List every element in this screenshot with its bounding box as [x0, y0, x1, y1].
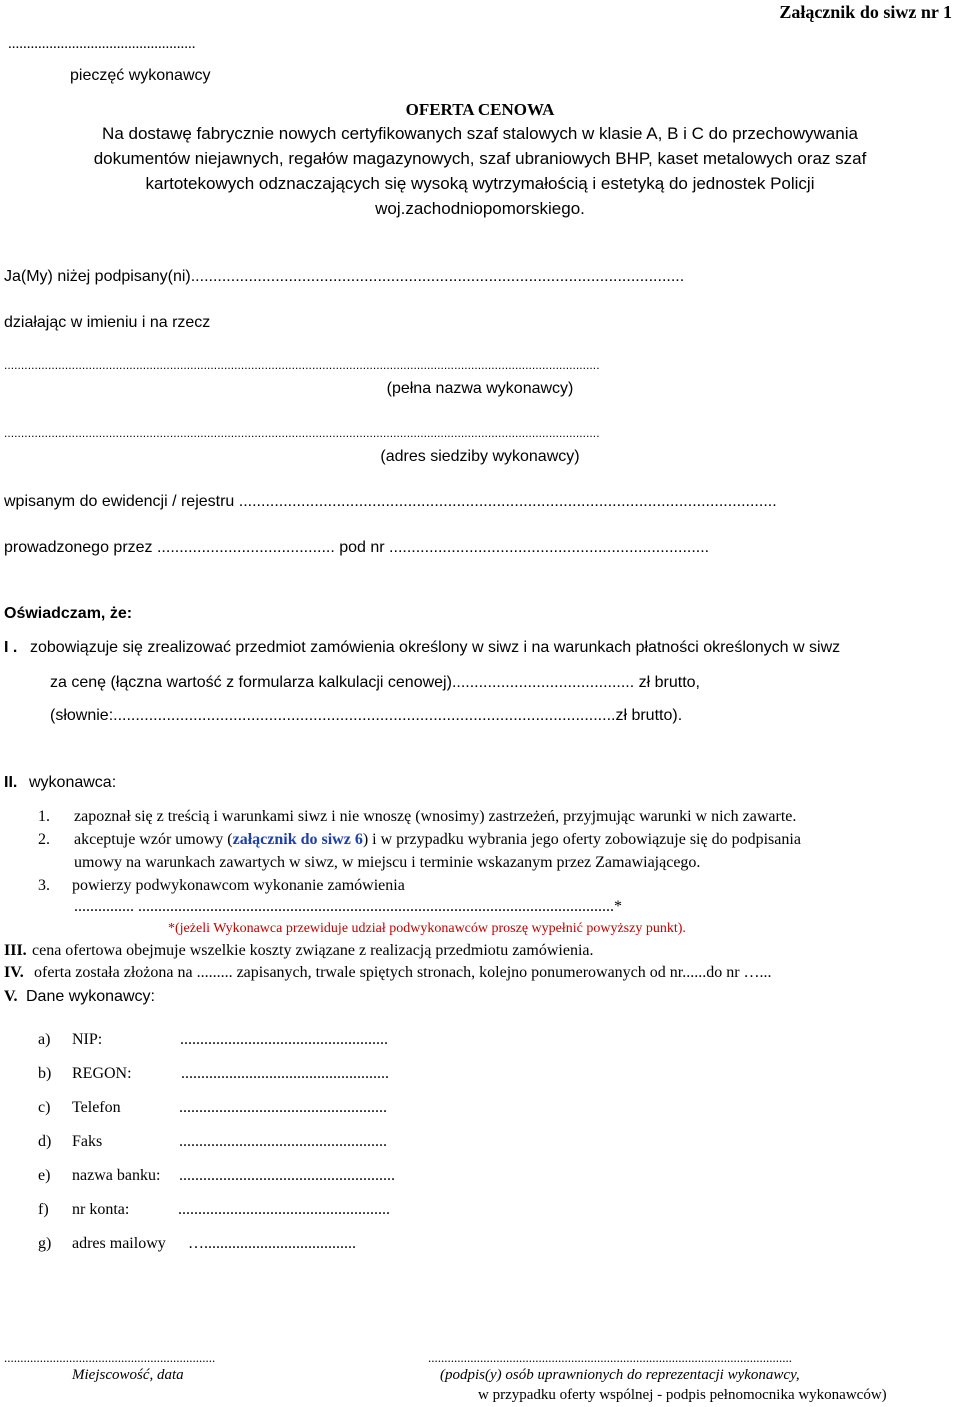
- fax-label: Faks: [72, 1133, 103, 1150]
- regon-label: REGON:: [72, 1065, 132, 1082]
- signature-label-1: (podpis(y) osób uprawnionych do reprezentacji wykonawcy,: [440, 1367, 800, 1383]
- item-2-text: [74, 831, 801, 849]
- item-2-post: ) i w przypadku wybrania jego oferty zobowiązuje się do podpisania: [362, 831, 801, 848]
- title-line-4: woj.zachodniopomorskiego.: [375, 199, 585, 218]
- phone-label: Telefon: [72, 1099, 121, 1116]
- name-label: (pełna nazwa wykonawcy): [386, 380, 574, 397]
- item-3-dots: ............... .......................................................................................................................*: [74, 898, 622, 915]
- section-1-number: I .: [4, 639, 18, 656]
- item-3-number: 3.: [38, 877, 50, 894]
- item-3-text: powierzy podwykonawcom wykonanie zamówienia: [72, 877, 405, 894]
- section-2-number: II.: [4, 774, 18, 791]
- stamp-dots: ..................................................: [8, 36, 196, 52]
- section-3-number: III.: [4, 942, 27, 959]
- item-letter: a): [38, 1031, 51, 1048]
- item-2-number: 2.: [38, 831, 50, 848]
- item-letter: f): [38, 1201, 49, 1218]
- stamp-label: pieczęć wykonawcy: [70, 67, 211, 84]
- list-item: [0, 1199, 960, 1233]
- subcontractor-note: *(jeżeli Wykonawca przewiduje udział podwykonawców proszę wypełnić powyższy punkt).: [168, 921, 686, 936]
- list-item: [0, 1165, 960, 1199]
- page-title: OFERTA CENOWA: [405, 100, 555, 119]
- account-number-label: nr konta:: [72, 1201, 130, 1218]
- title-line-3: kartotekowych odznaczających się wysoką wytrzymałością i estetyką do jednostek Policji: [145, 174, 815, 193]
- signed-line: Ja(My) niżej podpisany(ni)...............................................................................................................: [4, 268, 685, 285]
- bank-name-field: ......................................................: [179, 1167, 395, 1184]
- title-line-2: dokumentów niejawnych, regałów magazynowych, szaf ubraniowych BHP, kaset metalowych oraz szaf: [93, 149, 867, 168]
- phone-field: ....................................................: [179, 1099, 387, 1116]
- attachment-6-reference: załącznik do siwz 6: [232, 831, 363, 848]
- signature-dots: ................................................................................................................: [428, 1350, 792, 1365]
- email-label: adres mailowy: [72, 1235, 166, 1252]
- fax-field: ....................................................: [179, 1133, 387, 1150]
- item-letter: e): [38, 1167, 51, 1184]
- address-label: (adres siedziby wykonawcy): [380, 448, 580, 465]
- place-date-dots: .................................................................: [4, 1350, 216, 1365]
- item-2-pre: akceptuje wzór umowy (: [74, 831, 233, 848]
- item-1-number: 1.: [38, 808, 50, 825]
- address-dots: ................................................................................................................................................................................: [4, 426, 600, 440]
- list-item: [0, 1233, 960, 1267]
- declaration-heading: Oświadczam, że:: [4, 605, 133, 622]
- section-3-text: cena ofertowa obejmuje wszelkie koszty związane z realizacją przedmiotu zamówienia.: [32, 942, 594, 959]
- contractor-data-list: [0, 1029, 960, 1267]
- acting-line: działając w imieniu i na rzecz: [4, 314, 211, 331]
- regon-field: ....................................................: [181, 1065, 389, 1082]
- section-1-text: zobowiązuje się zrealizować przedmiot zamówienia określony w siwz i na warunkach płatności określonych w siwz: [30, 639, 841, 656]
- section-4-number: IV.: [4, 964, 24, 981]
- nip-field: ....................................................: [180, 1031, 388, 1048]
- item-letter: d): [38, 1133, 52, 1150]
- list-item: [0, 1097, 960, 1131]
- kept-by-line: prowadzonego przez ........................................ pod nr ........................................................................: [4, 539, 710, 556]
- item-letter: b): [38, 1065, 52, 1082]
- list-item: [0, 1063, 960, 1097]
- place-date-label: Miejscowość, data: [72, 1367, 184, 1383]
- item-2-line-2: umowy na warunkach zawartych w siwz, w miejscu i terminie wskazanym przez Zamawiającego.: [74, 854, 701, 871]
- signature-label-2: w przypadku oferty wspólnej - podpis pełnomocnika wykonawców): [478, 1387, 887, 1403]
- section-2-text: wykonawca:: [29, 774, 117, 791]
- item-letter: c): [38, 1099, 51, 1116]
- name-dots: ................................................................................................................................................................................: [4, 358, 600, 372]
- section-4-text: oferta została złożona na ......... zapisanych, trwale spiętych stronach, kolejno ponumerowanych od nr......do nr …...: [34, 964, 772, 981]
- email-field: …......................................: [188, 1235, 356, 1252]
- registry-line: wpisanym do ewidencji / rejestru .........................................................................................................................: [4, 493, 777, 510]
- nip-label: NIP:: [72, 1031, 103, 1048]
- words-line: (słownie:.................................................................................................................zł brutto).: [50, 707, 683, 724]
- list-item: [0, 1131, 960, 1165]
- price-line: za cenę (łączna wartość z formularza kalkulacji cenowej)......................................... zł brutto,: [50, 674, 700, 691]
- bank-name-label: nazwa banku:: [72, 1167, 161, 1184]
- item-letter: g): [38, 1235, 52, 1252]
- section-5-number: V.: [4, 988, 18, 1005]
- list-item: [0, 1029, 960, 1063]
- section-5-text: Dane wykonawcy:: [26, 988, 155, 1005]
- account-number-field: .....................................................: [178, 1201, 390, 1218]
- title-line-1: Na dostawę fabrycznie nowych certyfikowanych szaf stalowych w klasie A, B i C do przechowywania: [102, 124, 858, 143]
- attachment-label: Załącznik do siwz nr 1: [779, 2, 952, 22]
- item-1-text: zapoznał się z treścią i warunkami siwz i nie wnoszę (wnosimy) zastrzeżeń, przyjmując warunki w nich zawarte.: [74, 808, 797, 825]
